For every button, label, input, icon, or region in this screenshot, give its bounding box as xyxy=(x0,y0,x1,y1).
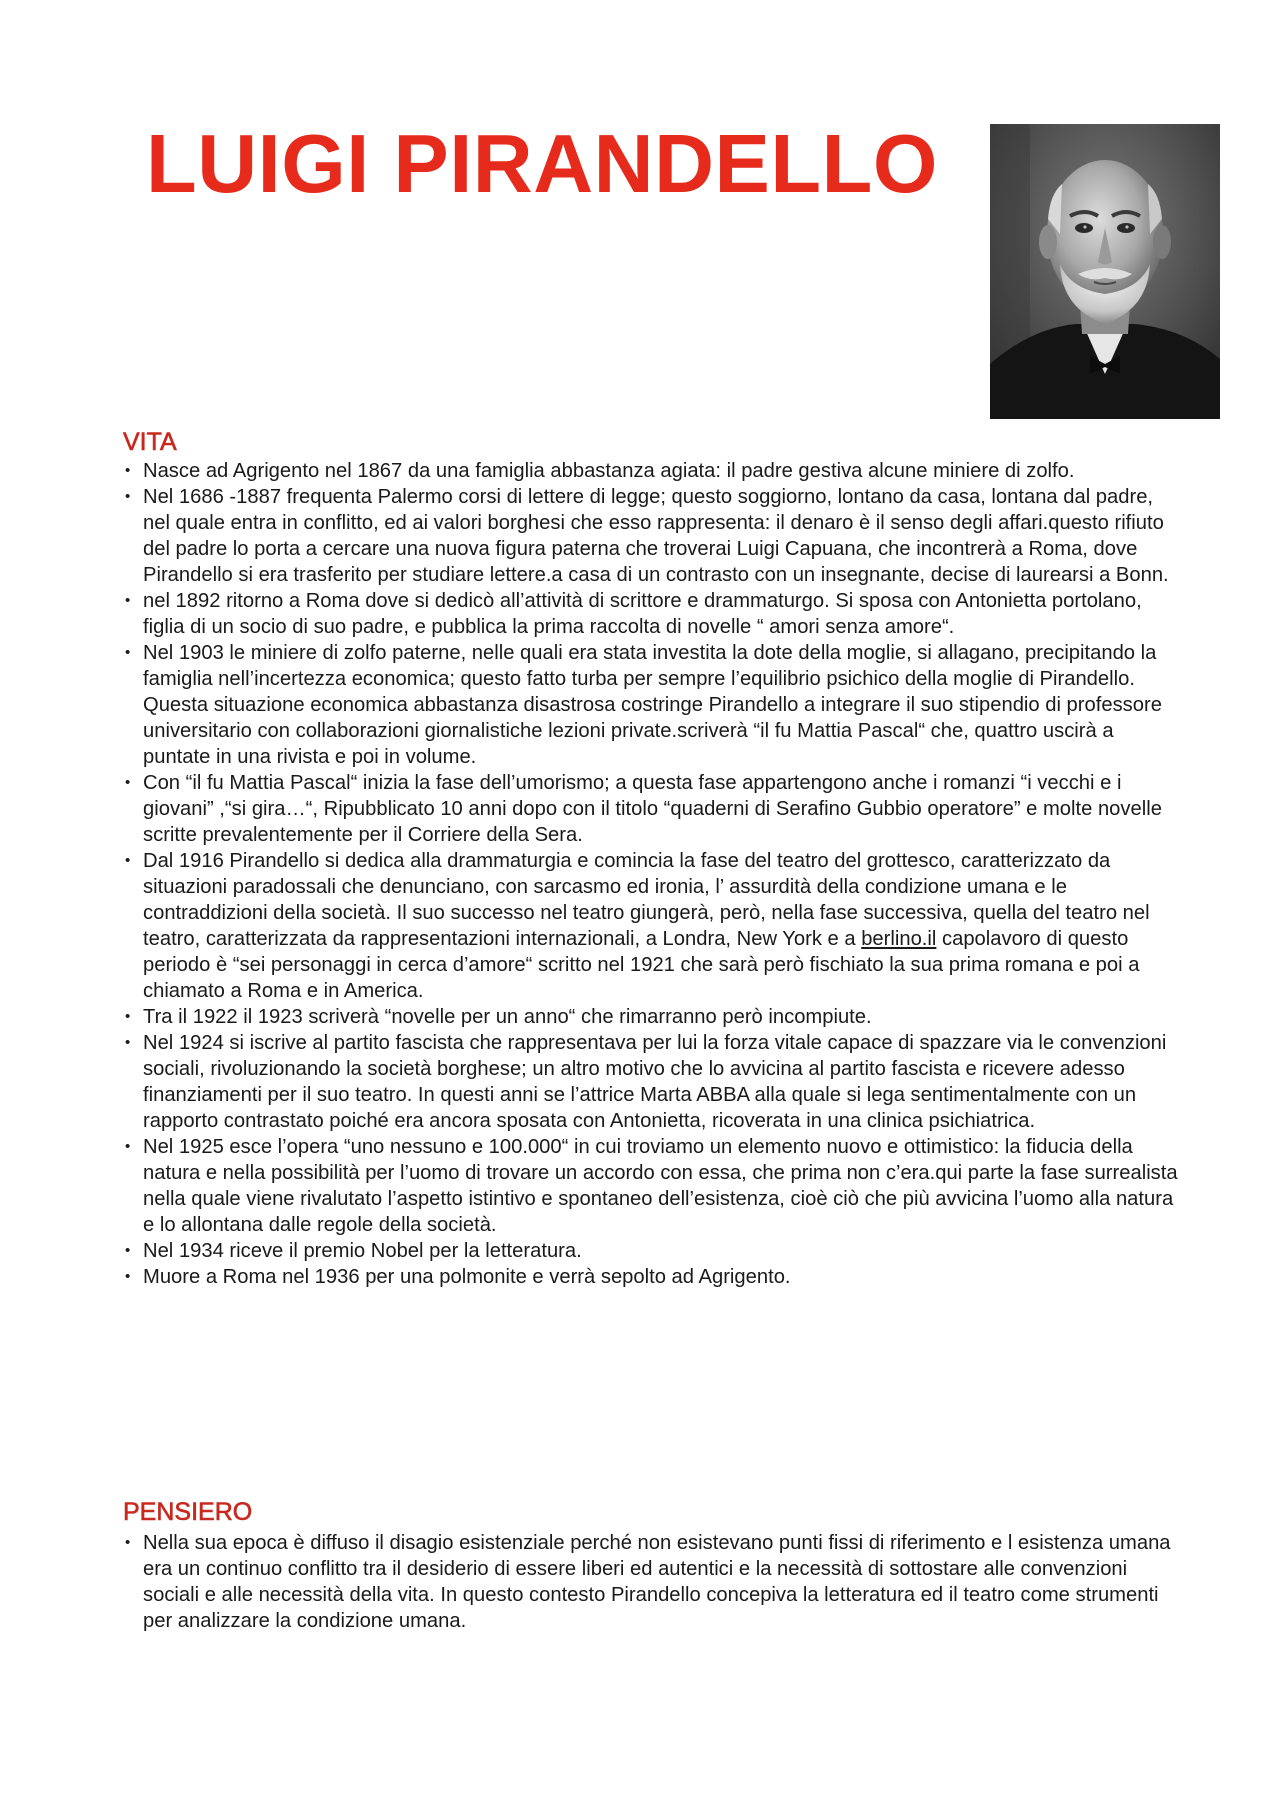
list-item xyxy=(123,848,1183,1004)
list-item-text: Tra il 1922 il 1923 scriverà “novelle per un anno“ che rimarranno però incompiute. xyxy=(143,1006,872,1028)
bullet-icon: • xyxy=(125,592,131,609)
list-item-text-before: Dal 1916 Pirandello si dedica alla drammaturgia e comincia la fase del teatro del grottesco, caratterizzato da situazioni paradossali che denunciano, con sarcasmo ed ironia, l’ assurdità della condizione umana e le contraddizioni della società. Il suo successo nel teatro giungerà, però, nella fase successiva, quella del teatro nel teatro, caratterizzata da rappresentazioni internazionali, a Londra, New York e a xyxy=(143,850,1150,950)
list-item-text: Muore a Roma nel 1936 per una polmonite e verrà sepolto ad Agrigento. xyxy=(143,1266,791,1288)
pensiero-list xyxy=(123,1530,1183,1634)
bullet-icon: • xyxy=(125,1008,131,1025)
bullet-icon: • xyxy=(125,462,131,479)
list-item-text: Nella sua epoca è diffuso il disagio esistenziale perché non esistevano punti fissi di riferimento e l esistenza umana era un continuo conflitto tra il desiderio di essere liberi ed autentici e la necessità di sottostare alle convenzioni sociali e alle necessità della vita. In questo contesto Pirandello concepiva la letteratura ed il teatro come strumenti per analizzare la condizione umana. xyxy=(143,1532,1171,1632)
list-item-text: Nel 1903 le miniere di zolfo paterne, nelle quali era stata investita la dote della moglie, si allagano, precipitando la famiglia nell’incertezza economica; questo fatto turba per sempre l’equilibrio psichico della moglie di Pirandello. Questa situazione economica abbastanza disastrosa costringe Pirandello a integrare il suo stipendio di professore universitario con collaborazioni giornalistiche lezioni private.scriverà “il fu Mattia Pascal“ che, quattro uscirà a puntate in una rivista e poi in volume. xyxy=(143,642,1162,768)
list-item-text: Nel 1925 esce l’opera “uno nessuno e 100.000“ in cui troviamo un elemento nuovo e ottimistico: la fiducia della natura e nella possibilità per l’uomo di trovare un accordo con essa, che prima non c’era.qui parte la fase surrealista nella quale viene rivalutato l’aspetto istintivo e spontaneo dell’esistenza, cioè ciò che più avvicina l’uomo alla natura e lo allontana dalle regole della società. xyxy=(143,1136,1178,1236)
vita-heading: VITA xyxy=(123,428,177,456)
list-item xyxy=(123,458,1183,484)
pensiero-heading: PENSIERO xyxy=(123,1498,253,1526)
bullet-icon: • xyxy=(125,488,131,505)
list-item xyxy=(123,1030,1183,1134)
list-item-text: Nel 1934 riceve il premio Nobel per la letteratura. xyxy=(143,1240,582,1262)
bullet-icon: • xyxy=(125,644,131,661)
page-title: LUIGI PIRANDELLO xyxy=(146,117,938,210)
list-item xyxy=(123,640,1183,770)
list-item xyxy=(123,1264,1183,1290)
list-item-text: Nel 1686 -1887 frequenta Palermo corsi di lettere di legge; questo soggiorno, lontano da casa, lontana dal padre, nel quale entra in conflitto, ed ai valori borghesi che esso rappresenta: il denaro è il senso degli affari.questo rifiuto del padre lo porta a cercare una nuova figura paterna che troverai Luigi Capuana, che incontrerà a Roma, dove Pirandello si era trasferito per studiare lettere.a casa di un contrasto con un insegnante, decise di laurearsi a Bonn. xyxy=(143,486,1169,586)
list-item xyxy=(123,484,1183,588)
list-item xyxy=(123,770,1183,848)
bullet-icon: • xyxy=(125,774,131,791)
vita-list xyxy=(123,458,1183,1290)
berlino-link[interactable]: berlino.il xyxy=(861,928,937,950)
list-item xyxy=(123,1530,1183,1634)
list-item-text-after: capolavoro di questo periodo è “sei personaggi in cerca d’amore“ scritto nel 1921 che sarà però fischiato la sua prima romana e poi a chiamato a Roma e in America. xyxy=(143,928,1140,1002)
bullet-icon: • xyxy=(125,852,131,869)
bullet-icon: • xyxy=(125,1138,131,1155)
bullet-icon: • xyxy=(125,1534,131,1551)
bullet-icon: • xyxy=(125,1268,131,1285)
list-item xyxy=(123,1238,1183,1264)
list-item xyxy=(123,1134,1183,1238)
list-item-text: Nel 1924 si iscrive al partito fascista che rappresentava per lui la forza vitale capace di spazzare via le convenzioni sociali, rivoluzionando la società borghese; un altro motivo che lo avvicina al partito fascista e ricevere adesso finanziamenti per il suo teatro. In questi anni se l’attrice Marta ABBA alla quale si lega sentimentalmente con un rapporto contrastato poiché era ancora sposata con Antonietta, ricoverata in una clinica psichiatrica. xyxy=(143,1032,1167,1132)
bullet-icon: • xyxy=(125,1034,131,1051)
list-item-text: Nasce ad Agrigento nel 1867 da una famiglia abbastanza agiata: il padre gestiva alcune miniere di zolfo. xyxy=(143,460,1075,482)
portrait-photo xyxy=(990,124,1220,419)
list-item-text: Con “il fu Mattia Pascal“ inizia la fase dell’umorismo; a questa fase appartengono anche i romanzi “i vecchi e i giovani” ,“si gira…“, Ripubblicato 10 anni dopo con il titolo “quaderni di Serafino Gubbio operatore” e molte novelle scritte prevalentemente per il Corriere della Sera. xyxy=(143,772,1162,846)
list-item xyxy=(123,588,1183,640)
list-item xyxy=(123,1004,1183,1030)
bullet-icon: • xyxy=(125,1242,131,1259)
list-item-text: nel 1892 ritorno a Roma dove si dedicò all’attività di scrittore e drammaturgo. Si sposa con Antonietta portolano, figlia di un socio di suo padre, e pubblica la prima raccolta di novelle “ amori senza amore“. xyxy=(143,590,1142,638)
